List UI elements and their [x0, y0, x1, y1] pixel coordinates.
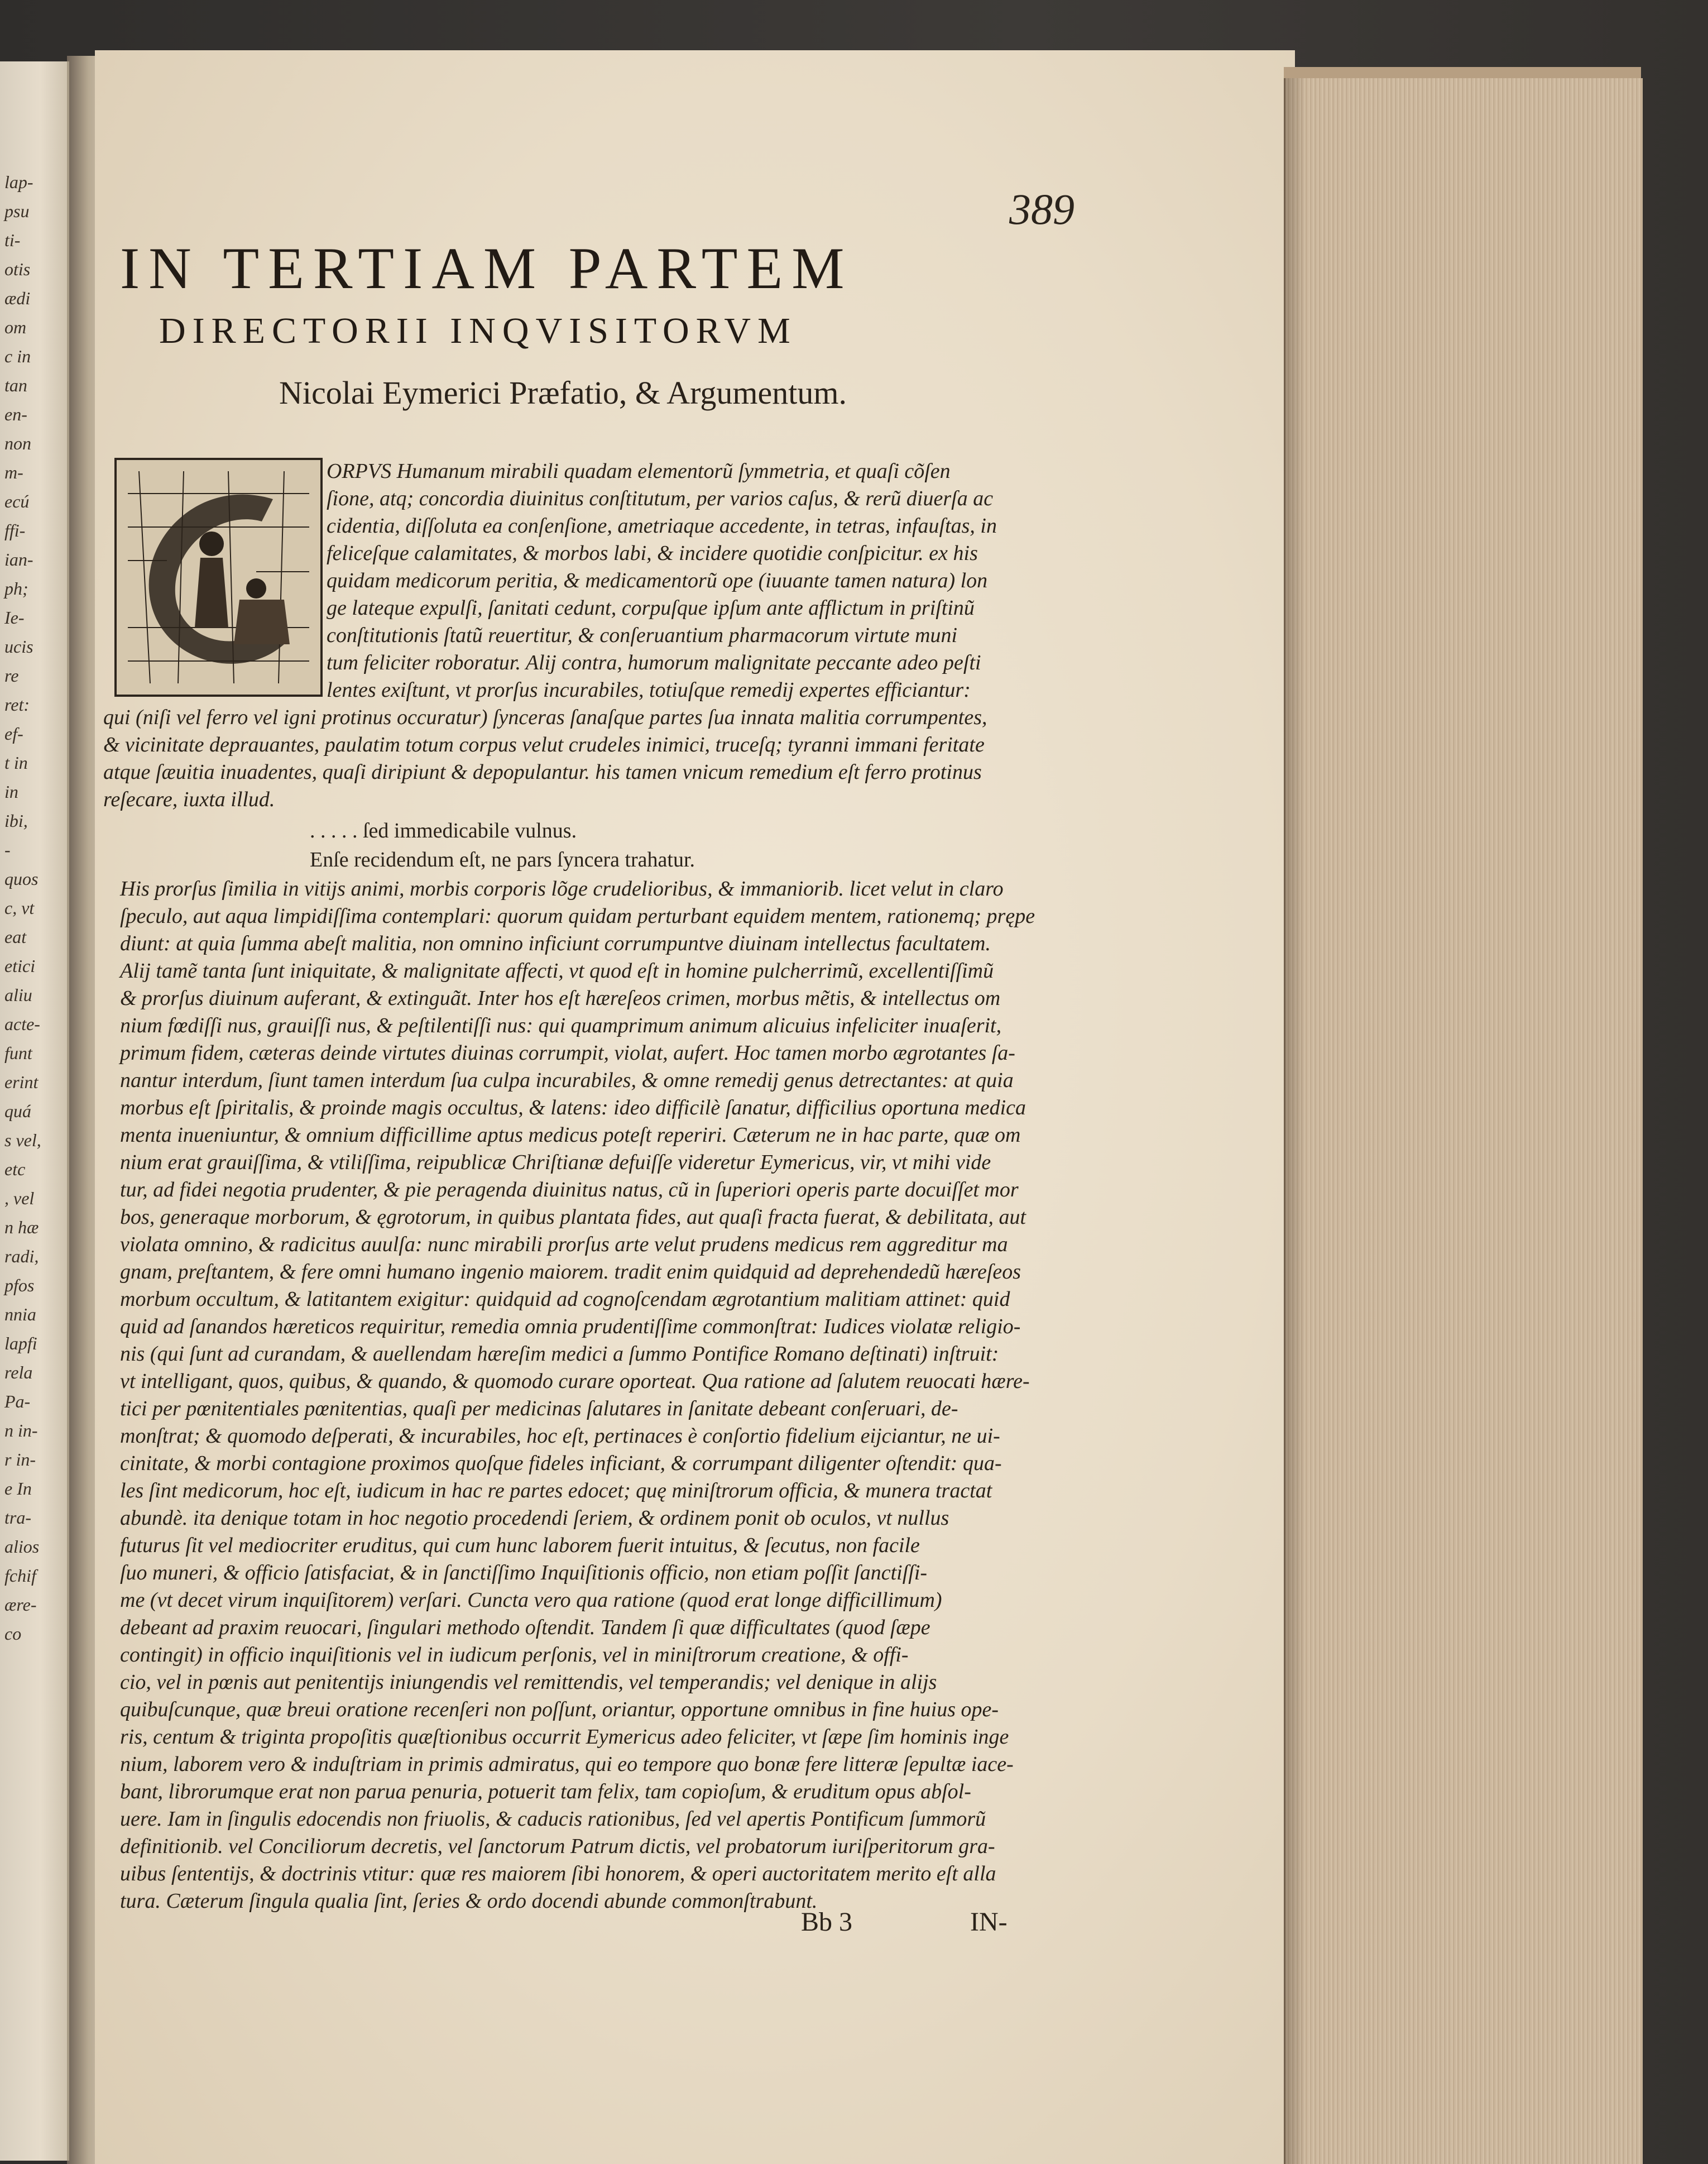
text-line: uibus ſententijs, & doctrinis vtitur: quæ res maiorem ſibi honorem, & operi auctoritatem merito eſt alla	[120, 1862, 996, 1885]
paragraph-1	[103, 458, 997, 813]
fore-edge-shadow	[1284, 78, 1306, 2164]
text-line: primum fidem, cæteras deinde virtutes diuinas corrumpit, violat, aufert. Hoc tamen morbo ægrotantes ſa-	[120, 1041, 1015, 1065]
margin-fragment: eat	[4, 927, 27, 947]
margin-fragment: c in	[4, 346, 31, 366]
text-line: nium fœdiſſi nus, grauiſſi nus, & peſtilentiſſi nus: qui quamprimum animum alicuius infeliciter inuaſerit,	[120, 1014, 1002, 1037]
margin-fragment: non	[4, 433, 31, 453]
text-line: conſtitutionis ſtatũ reuertitur, & conſeruantium pharmacorum virtute muni	[327, 624, 958, 647]
text-line: nium erat grauiſſima, & vtiliſſima, reipublicæ Chriſtianæ defuiſſe videretur Eymericus, vir, vt mihi vide	[120, 1151, 991, 1174]
margin-fragment: acte-	[4, 1014, 40, 1034]
margin-fragment: -	[4, 840, 11, 860]
margin-fragment: re	[4, 666, 19, 686]
text-line: gnam, preſtantem, & fere omni humano ingenio maiorem. tradit enim quidquid ad deprehendedũ hæreſeos	[120, 1260, 1021, 1284]
signature-mark: Bb 3	[801, 1907, 853, 1937]
text-line: morbus eſt ſpiritalis, & proinde magis occultus, & latens: ideo difficilè ſanatur, difficilius oportuna medica	[120, 1096, 1026, 1119]
margin-fragment: Pa-	[4, 1391, 31, 1411]
text-line: & vicinitate deprauantes, paulatim totum corpus velut crudeles inimici, truceſq; tyranni immani feritate	[103, 733, 985, 757]
text-line: nis (qui ſunt ad curandam, & auellendam hæreſim medici a ſummo Pontifice Romano deſtinati) inſtruit:	[120, 1342, 999, 1366]
margin-fragment: ibi,	[4, 811, 28, 831]
text-line: ſpeculo, aut aqua limpidiſſima contemplari: quorum quidam perturbant equidem mentem, rationemq; prępe	[120, 904, 1035, 928]
margin-fragment: quá	[4, 1101, 31, 1121]
text-line: nantur interdum, ſiunt tamen interdum ſua culpa incurabiles, & omne remedij genus detrectantes: at quia	[120, 1069, 1014, 1092]
text-line: debeant ad praxim reuocari, ſingulari methodo oſtendit. Tandem ſi quæ difficultates (quod ſæpe	[120, 1616, 930, 1639]
margin-fragment: lapfi	[4, 1333, 37, 1353]
text-line: quibuſcunque, quæ breui oratione recenſeri non poſſunt, oriantur, opportune omnibus in fine huius ope-	[120, 1698, 999, 1721]
text-line: His prorſus ſimilia in vitijs animi, morbis corporis lõge crudelioribus, & immaniorib. licet velut in claro	[120, 877, 1004, 901]
margin-fragment: c, vt	[4, 898, 35, 918]
verse-quotation	[310, 816, 695, 874]
margin-fragment: nnia	[4, 1304, 36, 1324]
text-line: uere. Iam in ſingulis edocendis non friuolis, & caducis rationibus, ſed vel apertis Pontificum ſummorũ	[120, 1807, 986, 1831]
text-line: abundè. ita denique totam in hoc negotio procedendi ſeriem, & ordinem ponit ob oculos, vt nullus	[120, 1506, 949, 1530]
woodcut-initial-illustration	[117, 460, 320, 695]
margin-fragment: etc	[4, 1159, 26, 1179]
margin-fragment: lap-	[4, 172, 33, 192]
margin-fragment: ret:	[4, 695, 30, 715]
text-line: les ſint medicorum, hoc eſt, iudicum in hac re partes edocet; quę miniſtrorum officia, & munera tractat	[120, 1479, 992, 1502]
margin-fragment: ph;	[4, 578, 28, 599]
margin-fragment: pfos	[4, 1275, 35, 1295]
text-line: qui (niſi vel ferro vel igni protinus occuratur) ſynceras ſanaſque partes ſua innata malitia corrumpentes,	[103, 706, 987, 729]
book-fore-edge	[1284, 78, 1643, 2164]
text-line: feliceſque calamitates, & morbos labi, & incidere quotidie conſpicitur. ex his	[327, 542, 978, 565]
text-line: cinitate, & morbi contagione proximos quoſque fideles inficiant, & corrumpant diligenter oſtendit: qua-	[120, 1452, 1002, 1475]
margin-fragment: fchif	[4, 1565, 36, 1586]
decorated-initial-c	[114, 458, 323, 697]
text-line: tura. Cæterum ſingula qualia ſint, ſeries & ordo docendi abunde commonſtrabunt.	[120, 1889, 818, 1913]
text-line: ſione, atq; concordia diuinitus conſtitutum, per varios caſus, & rerũ diuerſa ac	[327, 487, 994, 510]
text-line: menta inueniuntur, & omnium difficillime aptus medicus poteſt reperiri. Cæterum ne in hac parte, quæ om	[120, 1123, 1021, 1147]
left-page	[0, 61, 69, 2161]
text-line: quidam medicorum peritia, & medicamentorũ ope (iuuante tamen natura) lon	[327, 569, 988, 592]
text-line: contingit) in officio inquiſitionis vel in iudicum perſonis, vel in miniſtrorum creatione, & offi-	[120, 1643, 909, 1667]
margin-fragment: m-	[4, 462, 23, 482]
margin-fragment: in	[4, 782, 18, 802]
margin-fragment: t in	[4, 753, 28, 773]
title-line-3: Nicolai Eymerici Præfatio, & Argumentum.	[279, 375, 847, 411]
margin-fragment: rela	[4, 1362, 33, 1382]
verse-line: . . . . . ſed immedicabile vulnus.	[310, 819, 577, 842]
text-line: ge lateque expulſi, ſanitati cedunt, corpuſque ipſum ante afflictum in priſtinũ	[327, 596, 975, 620]
margin-fragment: en-	[4, 404, 27, 424]
margin-fragment: ædi	[4, 288, 31, 308]
text-line: lentes exiſtunt, vt prorſus incurabiles, totiuſque remedij expertes efficiantur:	[327, 678, 971, 702]
text-line: diunt: at quia ſumma abeſt malitia, non omnino inficiunt corrumpuntve diuinam intellectus facultatem.	[120, 932, 991, 955]
text-line: reſecare, iuxta illud.	[103, 788, 275, 811]
margin-fragment: alios	[4, 1536, 40, 1557]
margin-fragment: ef-	[4, 724, 23, 744]
text-line: atque ſæuitia inuadentes, quaſi diripiunt & depopulantur. his tamen vnicum remedium eſt ferro protinus	[103, 760, 982, 784]
margin-fragment: ffi-	[4, 520, 26, 540]
text-line: monſtrat; & quomodo deſperati, & incurabiles, hoc eſt, pertinaces è conſortio fidelium eijciantur, ne ui-	[120, 1424, 1000, 1448]
text-line: definitionib. vel Conciliorum decretis, vel ſanctorum Patrum dictis, vel probatorum iuriſperitorum gra-	[120, 1835, 995, 1858]
margin-fragment: ecú	[4, 491, 30, 511]
margin-fragment: n in-	[4, 1420, 38, 1440]
title-line-2: DIRECTORII INQVISITORVM	[159, 310, 797, 351]
margin-fragment: e In	[4, 1478, 32, 1498]
text-line: tur, ad fidei negotia prudenter, & pie peragenda diuinitus natus, cũ in ſuperiori operis parte docuiſſet mor	[120, 1178, 1019, 1201]
margin-fragment: tra-	[4, 1507, 31, 1528]
text-line: morbum occultum, & latitantem exigitur: quidquid ad cognoſcendam ægrotantium malitiam attinet: quid	[120, 1287, 1010, 1311]
margin-fragment: radi,	[4, 1246, 39, 1266]
text-line: ORPVS Humanum mirabili quadam elementorũ ſymmetria, et quaſi cõſen	[327, 459, 951, 483]
margin-fragment: quos	[4, 869, 39, 889]
margin-fragment: , vel	[4, 1188, 35, 1208]
text-line: quid ad ſanandos hæreticos requiritur, remedia omnia prudentiſſime commonſtrat: Iudices violatæ religio-	[120, 1315, 1021, 1338]
margin-fragment: ian-	[4, 549, 33, 569]
margin-fragment: aliu	[4, 985, 32, 1005]
text-line: ſuo muneri, & officio ſatisfaciat, & in ſanctiſſimo Inquiſitionis officio, non etiam poſſit ſanctiſſi-	[120, 1561, 928, 1584]
verse-line: Enſe recidendum eſt, ne pars ſyncera trahatur.	[310, 848, 695, 872]
text-line: bos, generaque morborum, & ęgrotorum, in quibus plantata fides, aut quaſi fracta fuerat, & debilitata, aut	[120, 1205, 1026, 1229]
margin-fragment: funt	[4, 1043, 32, 1063]
margin-fragment: tan	[4, 375, 27, 395]
margin-fragment: n hæ	[4, 1217, 39, 1237]
text-line: cidentia, diſſoluta ea conſenſione, ametriaque accedente, in tetras, infauſtas, in	[327, 514, 997, 538]
text-line: bant, librorumque erat non parua penuria, potuerit tam felix, tam copioſum, & eruditum opus abſol-	[120, 1780, 971, 1803]
margin-fragment: ti-	[4, 230, 21, 250]
margin-fragment: etici	[4, 956, 36, 976]
text-line: me (vt decet virum inquiſitorem) verſari. Cuncta vero qua ratione (quod erat longe difficillimum)	[120, 1588, 942, 1612]
paragraph-2	[120, 875, 1035, 1915]
left-page-margin-fragments	[4, 167, 60, 1648]
margin-fragment: ære-	[4, 1595, 37, 1615]
margin-fragment: ucis	[4, 636, 33, 657]
catchword: IN-	[970, 1907, 1007, 1937]
text-line: nium, laborem vero & induſtriam in primis admiratus, qui eo tempore quo bonæ fere litteræ ſepultæ iace-	[120, 1753, 1014, 1776]
text-line: tici per pœnitentiales pœnitentias, quaſi per medicinas ſalutares in ſanitate debeant conſeruari, de-	[120, 1397, 958, 1420]
text-line: futurus ſit vel mediocriter eruditus, qui cum hunc laborem fuerit intuitus, & ſecutus, non facile	[120, 1534, 920, 1557]
text-line: violata omnino, & radicitus auulſa: nunc mirabili prorſus arte velut prudens medicus rem aggreditur ma	[120, 1233, 1008, 1256]
text-line: cio, vel in pœnis aut penitentijs iniungendis vel remittendis, vel temperandis; vel denique in alijs	[120, 1670, 937, 1694]
text-line: ris, centum & triginta propoſitis quæſtionibus occurrit Eymericus adeo feliciter, vt ſæpe ſim hominis inge	[120, 1725, 1009, 1749]
title-line-1: IN TERTIAM PARTEM	[120, 236, 853, 301]
page-number: 389	[1009, 185, 1074, 233]
margin-fragment: om	[4, 317, 27, 337]
margin-fragment: s vel,	[4, 1130, 41, 1150]
margin-fragment: erint	[4, 1072, 39, 1092]
margin-fragment: r in-	[4, 1449, 36, 1469]
margin-fragment: psu	[4, 201, 30, 221]
text-line: vt intelligant, quos, quibus, & quando, & quomodo curare oporteat. Qua ratione ad ſalutem reuocati hære-	[120, 1370, 1030, 1393]
text-line: Alij tamẽ tanta ſunt iniquitate, & malignitate affecti, vt quod eſt in homine pulcherrimũ, excellentiſſimũ	[120, 959, 994, 983]
text-line: tum feliciter roboratur. Alij contra, humorum malignitate peccante adeo peſti	[327, 651, 981, 674]
text-line: & prorſus diuinum auferant, & extinguãt. Inter hos eſt hæreſeos crimen, morbus mẽtis, & intellectus om	[120, 987, 1001, 1010]
margin-fragment: otis	[4, 259, 31, 279]
margin-fragment: Ie-	[4, 607, 25, 628]
margin-fragment: co	[4, 1624, 22, 1644]
